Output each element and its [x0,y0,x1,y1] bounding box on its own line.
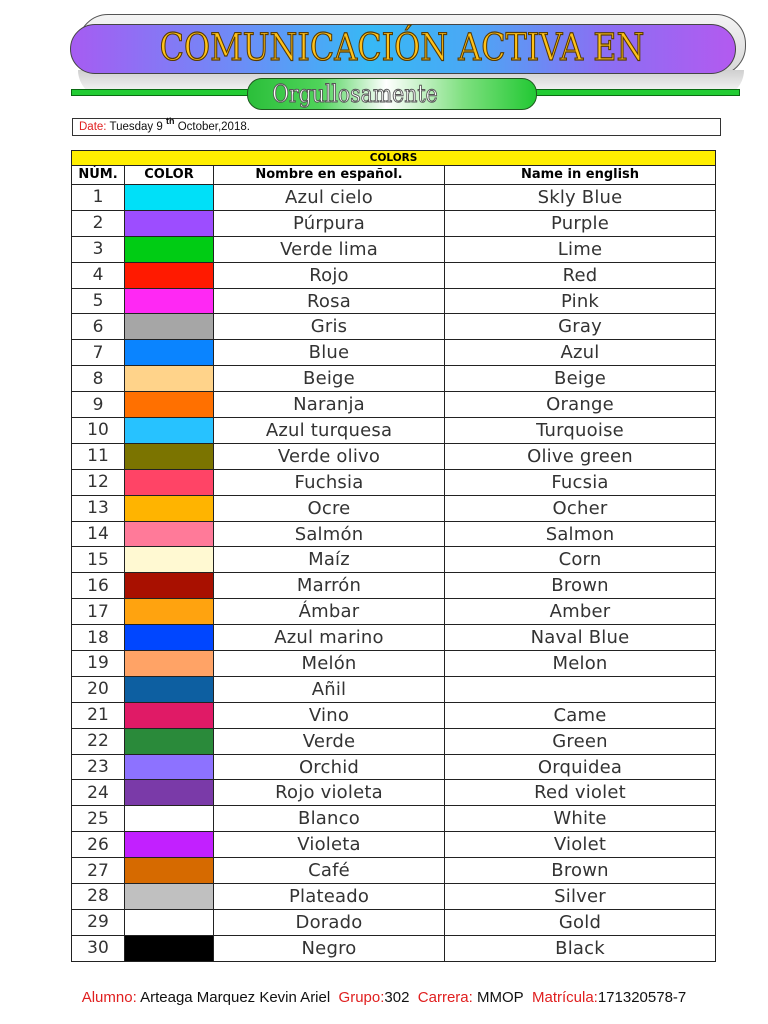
row-number: 11 [72,443,125,469]
row-number: 1 [72,185,125,211]
color-swatch [125,444,213,469]
color-swatch-cell [125,884,214,910]
color-swatch [125,547,213,572]
table-row [72,366,716,392]
color-swatch [125,496,213,521]
group-label: Grupo: [338,989,385,1006]
career-label: Carrera: [417,989,473,1006]
color-swatch-cell [125,392,214,418]
english-name: Gold [445,909,716,935]
row-number: 23 [72,754,125,780]
table-row [72,469,716,495]
english-name: Skly Blue [445,185,716,211]
color-swatch [125,651,213,676]
english-name: Azul [445,340,716,366]
row-number: 19 [72,651,125,677]
english-name: Olive green [445,443,716,469]
enrollment-value: 171320578-7 [597,989,687,1006]
table-row [72,909,716,935]
color-swatch-cell [125,443,214,469]
date-ordinal: th [165,116,175,127]
row-number: 3 [72,236,125,262]
table-row [72,702,716,728]
table-row [72,418,716,444]
english-name: Naval Blue [445,625,716,651]
english-name [445,676,716,702]
row-number: 5 [72,288,125,314]
color-swatch-cell [125,832,214,858]
spanish-name: Violeta [214,832,445,858]
color-swatch-cell [125,599,214,625]
spanish-name: Púrpura [214,210,445,236]
colors-table [71,150,716,962]
date-value [109,116,250,133]
english-name: Amber [445,599,716,625]
group-value: 302 [384,989,410,1006]
english-name: Brown [445,573,716,599]
table-row [72,443,716,469]
table-row [72,858,716,884]
row-number: 9 [72,392,125,418]
row-number: 2 [72,210,125,236]
table-row [72,754,716,780]
spanish-name: Verde lima [214,236,445,262]
spanish-name: Beige [214,366,445,392]
row-number: 10 [72,418,125,444]
spanish-name: Melón [214,651,445,677]
english-name: Came [445,702,716,728]
table-header-row [72,166,716,185]
color-swatch [125,755,213,780]
color-swatch [125,522,213,547]
color-swatch [125,910,213,935]
spanish-name: Café [214,858,445,884]
table-row [72,185,716,211]
page-title: COMUNICACIÓN ACTIVA EN [159,26,645,69]
color-swatch-cell [125,702,214,728]
english-name: Fucsia [445,469,716,495]
table-row [72,521,716,547]
color-swatch [125,237,213,262]
date-field [72,118,721,136]
color-swatch [125,625,213,650]
career-value: MMOP [476,989,524,1006]
color-swatch-cell [125,236,214,262]
student-name: Arteaga Marquez Kevin Ariel [140,989,331,1006]
color-swatch-cell [125,651,214,677]
color-swatch [125,366,213,391]
english-name: Beige [445,366,716,392]
table-row [72,935,716,961]
color-swatch-cell [125,469,214,495]
spanish-name: Naranja [214,392,445,418]
row-number: 24 [72,780,125,806]
table-row [72,625,716,651]
color-swatch [125,806,213,831]
table-row [72,651,716,677]
english-name: Silver [445,884,716,910]
color-swatch [125,340,213,365]
table-row [72,573,716,599]
color-swatch-cell [125,314,214,340]
table-row [72,547,716,573]
spanish-name: Rojo [214,262,445,288]
color-swatch [125,211,213,236]
column-header-num: NÚM. [72,166,125,185]
color-swatch-cell [125,909,214,935]
spanish-name: Orchid [214,754,445,780]
english-name: Red [445,262,716,288]
spanish-name: Azul cielo [214,185,445,211]
table-row [72,832,716,858]
color-swatch-cell [125,185,214,211]
english-name: Ocher [445,495,716,521]
color-swatch-cell [125,366,214,392]
spanish-name: Gris [214,314,445,340]
color-swatch-cell [125,676,214,702]
color-swatch-cell [125,418,214,444]
spanish-name: Salmón [214,521,445,547]
english-name: Orange [445,392,716,418]
row-number: 4 [72,262,125,288]
page-subtitle: Orgullosamente [272,80,438,108]
english-name: Green [445,728,716,754]
english-name: Gray [445,314,716,340]
table-caption: COLORS [72,151,716,166]
date-day: Tuesday 9 [109,121,163,133]
row-number: 28 [72,884,125,910]
color-swatch [125,599,213,624]
color-swatch [125,780,213,805]
color-swatch-cell [125,521,214,547]
row-number: 30 [72,935,125,961]
row-number: 14 [72,521,125,547]
row-number: 6 [72,314,125,340]
color-swatch [125,418,213,443]
table-row [72,676,716,702]
spanish-name: Dorado [214,909,445,935]
student-info-footer [0,988,768,1008]
color-swatch [125,936,213,961]
english-name: Orquidea [445,754,716,780]
english-name: Salmon [445,521,716,547]
spanish-name: Azul turquesa [214,418,445,444]
row-number: 29 [72,909,125,935]
spanish-name: Negro [214,935,445,961]
row-number: 13 [72,495,125,521]
english-name: Corn [445,547,716,573]
spanish-name: Verde olivo [214,443,445,469]
english-name: Brown [445,858,716,884]
table-row [72,599,716,625]
color-swatch-cell [125,573,214,599]
color-swatch [125,263,213,288]
row-number: 26 [72,832,125,858]
color-swatch-cell [125,780,214,806]
color-swatch-cell [125,262,214,288]
english-name: Red violet [445,780,716,806]
color-swatch-cell [125,210,214,236]
table-row [72,884,716,910]
color-swatch [125,289,213,314]
row-number: 18 [72,625,125,651]
color-swatch-cell [125,935,214,961]
spanish-name: Rosa [214,288,445,314]
table-row [72,392,716,418]
spanish-name: Marrón [214,573,445,599]
table-row [72,210,716,236]
row-number: 25 [72,806,125,832]
color-swatch [125,858,213,883]
english-name: Turquoise [445,418,716,444]
table-row [72,340,716,366]
table-row [72,314,716,340]
color-swatch [125,392,213,417]
spanish-name: Fuchsia [214,469,445,495]
color-swatch [125,884,213,909]
row-number: 22 [72,728,125,754]
date-month-year: October,2018. [177,121,250,133]
spanish-name: Plateado [214,884,445,910]
spanish-name: Rojo violeta [214,780,445,806]
table-row [72,288,716,314]
english-name: Lime [445,236,716,262]
row-number: 27 [72,858,125,884]
english-name: Pink [445,288,716,314]
english-name: Purple [445,210,716,236]
student-label: Alumno: [81,989,137,1006]
table-row [72,780,716,806]
row-number: 7 [72,340,125,366]
color-swatch-cell [125,858,214,884]
english-name: Violet [445,832,716,858]
color-swatch-cell [125,754,214,780]
color-swatch [125,314,213,339]
table-row [72,236,716,262]
color-swatch-cell [125,728,214,754]
row-number: 20 [72,676,125,702]
table-row [72,806,716,832]
spanish-name: Blanco [214,806,445,832]
color-swatch [125,703,213,728]
row-number: 17 [72,599,125,625]
column-header-spanish: Nombre en español. [214,166,445,185]
spanish-name: Vino [214,702,445,728]
english-name: Black [445,935,716,961]
subtitle-rule-left [71,89,251,96]
spanish-name: Maíz [214,547,445,573]
row-number: 12 [72,469,125,495]
spanish-name: Azul marino [214,625,445,651]
english-name: White [445,806,716,832]
spanish-name: Blue [214,340,445,366]
spanish-name: Ocre [214,495,445,521]
enrollment-label: Matrícula: [531,989,598,1006]
color-swatch-cell [125,288,214,314]
row-number: 8 [72,366,125,392]
column-header-color: COLOR [125,166,214,185]
color-swatch-cell [125,495,214,521]
color-swatch-cell [125,340,214,366]
row-number: 15 [72,547,125,573]
spanish-name: Ámbar [214,599,445,625]
color-swatch [125,185,213,210]
color-swatch [125,729,213,754]
date-label: Date: [79,121,107,133]
table-caption-row [72,151,716,166]
english-name: Melon [445,651,716,677]
color-swatch [125,677,213,702]
color-swatch [125,832,213,857]
color-swatch-cell [125,625,214,651]
row-number: 21 [72,702,125,728]
table-row [72,495,716,521]
table-row [72,262,716,288]
color-swatch [125,573,213,598]
spanish-name: Añil [214,676,445,702]
table-row [72,728,716,754]
spanish-name: Verde [214,728,445,754]
color-swatch [125,470,213,495]
row-number: 16 [72,573,125,599]
color-swatch-cell [125,547,214,573]
subtitle-rule-right [532,89,740,96]
column-header-english: Name in english [445,166,716,185]
color-swatch-cell [125,806,214,832]
